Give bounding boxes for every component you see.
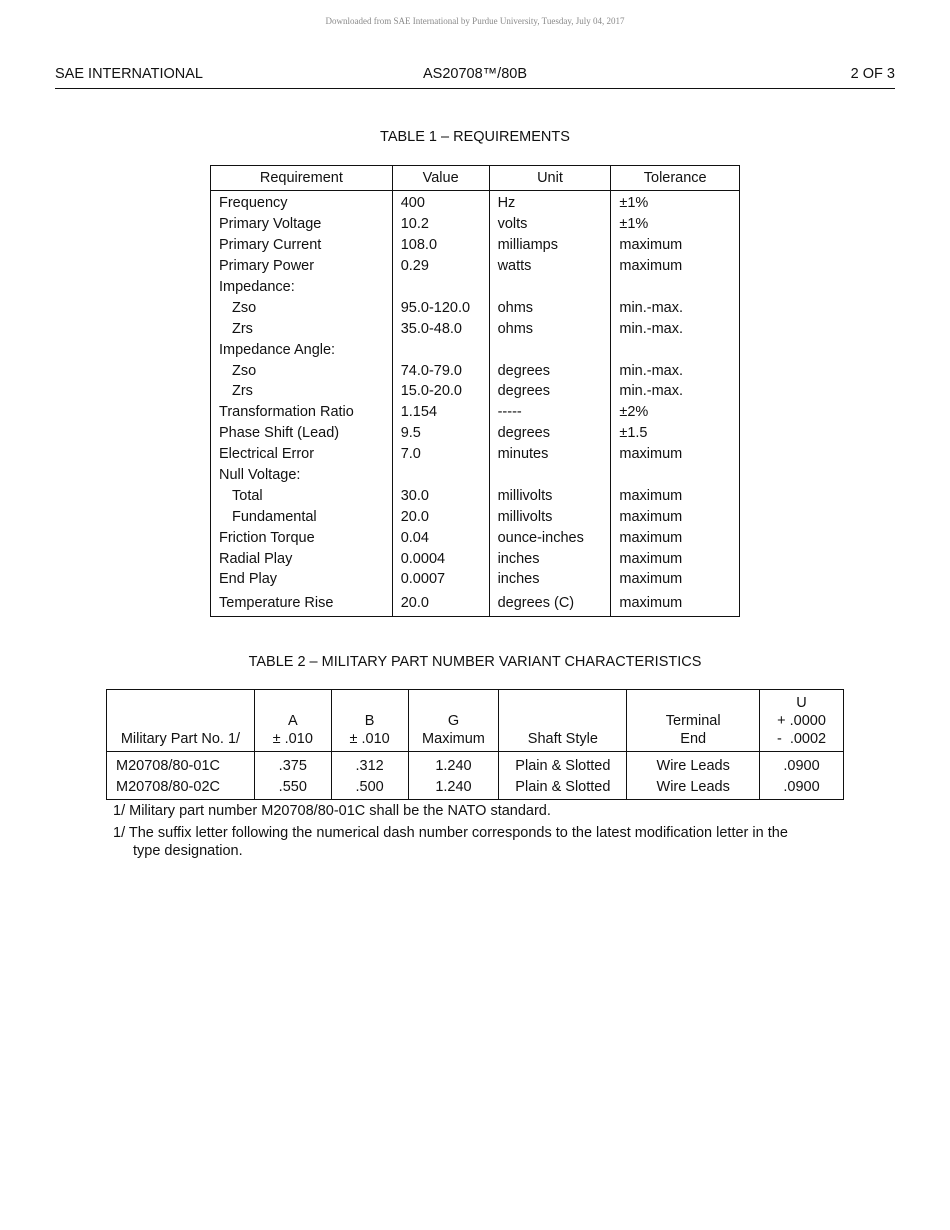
table-row [211,548,740,569]
u-cell: .0900 [760,776,844,800]
requirement-cell: End Play [211,569,393,590]
g-cell: 1.240 [408,752,499,777]
table-row [211,485,740,506]
footnote-nato-standard: 1/ Military part number M20708/80-01C shall be the NATO standard. [113,803,551,819]
unit-cell: ohms [489,297,611,318]
header-line: Maximum [422,731,485,747]
unit-cell: millivolts [489,485,611,506]
header-line: + .0000 [777,713,826,729]
value-cell: 0.04 [392,527,489,548]
terminal-end-cell: Wire Leads [627,776,760,800]
value-cell: 108.0 [392,235,489,256]
value-cell [392,339,489,360]
value-cell: 0.29 [392,256,489,277]
table-row [211,277,740,298]
tolerance-cell: maximum [611,444,740,465]
tolerance-cell: maximum [611,569,740,590]
requirement-cell: Impedance Angle: [211,339,393,360]
value-cell: 35.0-48.0 [392,318,489,339]
tolerance-cell: min.-max. [611,381,740,402]
tolerance-cell: ±2% [611,402,740,423]
header-line: Terminal [665,713,721,729]
value-cell [392,465,489,486]
requirement-cell: Friction Torque [211,527,393,548]
unit-cell: millivolts [489,506,611,527]
part-number-cell: M20708/80-01C [107,752,255,777]
header-line: Military Part No. 1/ [120,731,241,747]
table-row [107,752,844,777]
tolerance-cell: min.-max. [611,297,740,318]
shaft-style-cell: Plain & Slotted [499,776,627,800]
column-header: Requirement [211,166,393,191]
requirement-cell: Primary Power [211,256,393,277]
table-row [211,339,740,360]
requirement-cell: Zrs [211,318,393,339]
table-row [211,423,740,444]
unit-cell [489,277,611,298]
terminal-end-cell: Wire Leads [627,752,760,777]
unit-cell: inches [489,548,611,569]
table-row [211,235,740,256]
tolerance-cell [611,465,740,486]
table-row [211,506,740,527]
table-row [211,191,740,214]
unit-cell [489,339,611,360]
unit-cell: degrees [489,381,611,402]
value-cell: 20.0 [392,506,489,527]
requirement-cell: Phase Shift (Lead) [211,423,393,444]
table-header-row [107,690,844,752]
footnote-line: type designation. [133,843,243,859]
footnote-suffix-letter [113,824,848,860]
table-row [107,776,844,800]
requirement-cell: Electrical Error [211,444,393,465]
header-line: A [287,713,298,729]
part-number-cell: M20708/80-02C [107,776,255,800]
table2-title: TABLE 2 – MILITARY PART NUMBER VARIANT CHARACTERISTICS [248,654,702,670]
tolerance-cell: maximum [611,485,740,506]
requirement-cell: Temperature Rise [211,590,393,617]
unit-cell: Hz [489,191,611,214]
value-cell: 10.2 [392,214,489,235]
tolerance-cell: maximum [611,235,740,256]
value-cell: 74.0-79.0 [392,360,489,381]
tolerance-cell: maximum [611,548,740,569]
requirement-cell: Transformation Ratio [211,402,393,423]
a-cell: .375 [254,752,331,777]
tolerance-cell: maximum [611,590,740,617]
column-header [499,690,627,752]
column-header [331,690,408,752]
value-cell: 95.0-120.0 [392,297,489,318]
value-cell [392,277,489,298]
value-cell: 0.0004 [392,548,489,569]
requirement-cell: Frequency [211,191,393,214]
table-row [211,214,740,235]
header-page-number: 2 OF 3 [850,66,895,82]
tolerance-cell [611,339,740,360]
tolerance-cell: maximum [611,256,740,277]
header-line: Shaft Style [527,731,598,747]
tolerance-cell [611,277,740,298]
tolerance-cell: ±1% [611,214,740,235]
table-row [211,527,740,548]
header-line: U [796,695,807,711]
table-row [211,465,740,486]
value-cell: 9.5 [392,423,489,444]
requirement-cell: Primary Voltage [211,214,393,235]
unit-cell: degrees [489,423,611,444]
requirement-cell: Impedance: [211,277,393,298]
header-document-number: AS20708™/80B [423,66,527,82]
column-header [627,690,760,752]
tolerance-cell: min.-max. [611,360,740,381]
table-row [211,381,740,402]
requirement-cell: Primary Current [211,235,393,256]
table-header-row [211,166,740,191]
column-header: Value [392,166,489,191]
tolerance-cell: ±1.5 [611,423,740,444]
value-cell: 1.154 [392,402,489,423]
value-cell: 7.0 [392,444,489,465]
table-row [211,256,740,277]
table-row [211,318,740,339]
unit-cell: ohms [489,318,611,339]
column-header [760,690,844,752]
requirement-cell: Total [211,485,393,506]
requirement-cell: Fundamental [211,506,393,527]
table-row [211,590,740,617]
table1-title: TABLE 1 – REQUIREMENTS [380,129,570,145]
value-cell: 15.0-20.0 [392,381,489,402]
requirement-cell: Zso [211,297,393,318]
column-header: Unit [489,166,611,191]
requirement-cell: Radial Play [211,548,393,569]
unit-cell: milliamps [489,235,611,256]
unit-cell: volts [489,214,611,235]
part-number-variant-table [106,689,844,800]
table-row [211,297,740,318]
g-cell: 1.240 [408,776,499,800]
header-organization: SAE INTERNATIONAL [55,66,203,82]
header-line: ± .010 [349,731,390,747]
footnote-line: 1/ The suffix letter following the numerical dash number corresponds to the latest modification letter in the [113,825,788,841]
table-row [211,360,740,381]
header-line: B [364,713,375,729]
tolerance-cell: maximum [611,527,740,548]
page-header [55,66,895,89]
table-row [211,569,740,590]
value-cell: 400 [392,191,489,214]
header-line: ± .010 [272,731,313,747]
tolerance-cell: min.-max. [611,318,740,339]
u-cell: .0900 [760,752,844,777]
shaft-style-cell: Plain & Slotted [499,752,627,777]
column-header [408,690,499,752]
unit-cell: ounce-inches [489,527,611,548]
unit-cell [489,465,611,486]
table-row [211,444,740,465]
requirement-cell: Zrs [211,381,393,402]
tolerance-cell: maximum [611,506,740,527]
a-cell: .550 [254,776,331,800]
value-cell: 30.0 [392,485,489,506]
requirement-cell: Zso [211,360,393,381]
column-header [254,690,331,752]
unit-cell: ----- [489,402,611,423]
b-cell: .500 [331,776,408,800]
column-header [107,690,255,752]
requirements-table [210,165,740,617]
header-line: - .0002 [776,731,827,747]
header-line: G [447,713,460,729]
unit-cell: inches [489,569,611,590]
value-cell: 0.0007 [392,569,489,590]
value-cell: 20.0 [392,590,489,617]
header-line: End [680,731,707,747]
requirement-cell: Null Voltage: [211,465,393,486]
unit-cell: minutes [489,444,611,465]
unit-cell: degrees (C) [489,590,611,617]
unit-cell: degrees [489,360,611,381]
column-header: Tolerance [611,166,740,191]
table-row [211,402,740,423]
tolerance-cell: ±1% [611,191,740,214]
unit-cell: watts [489,256,611,277]
b-cell: .312 [331,752,408,777]
download-watermark: Downloaded from SAE International by Purdue University, Tuesday, July 04, 2017 [325,16,625,26]
